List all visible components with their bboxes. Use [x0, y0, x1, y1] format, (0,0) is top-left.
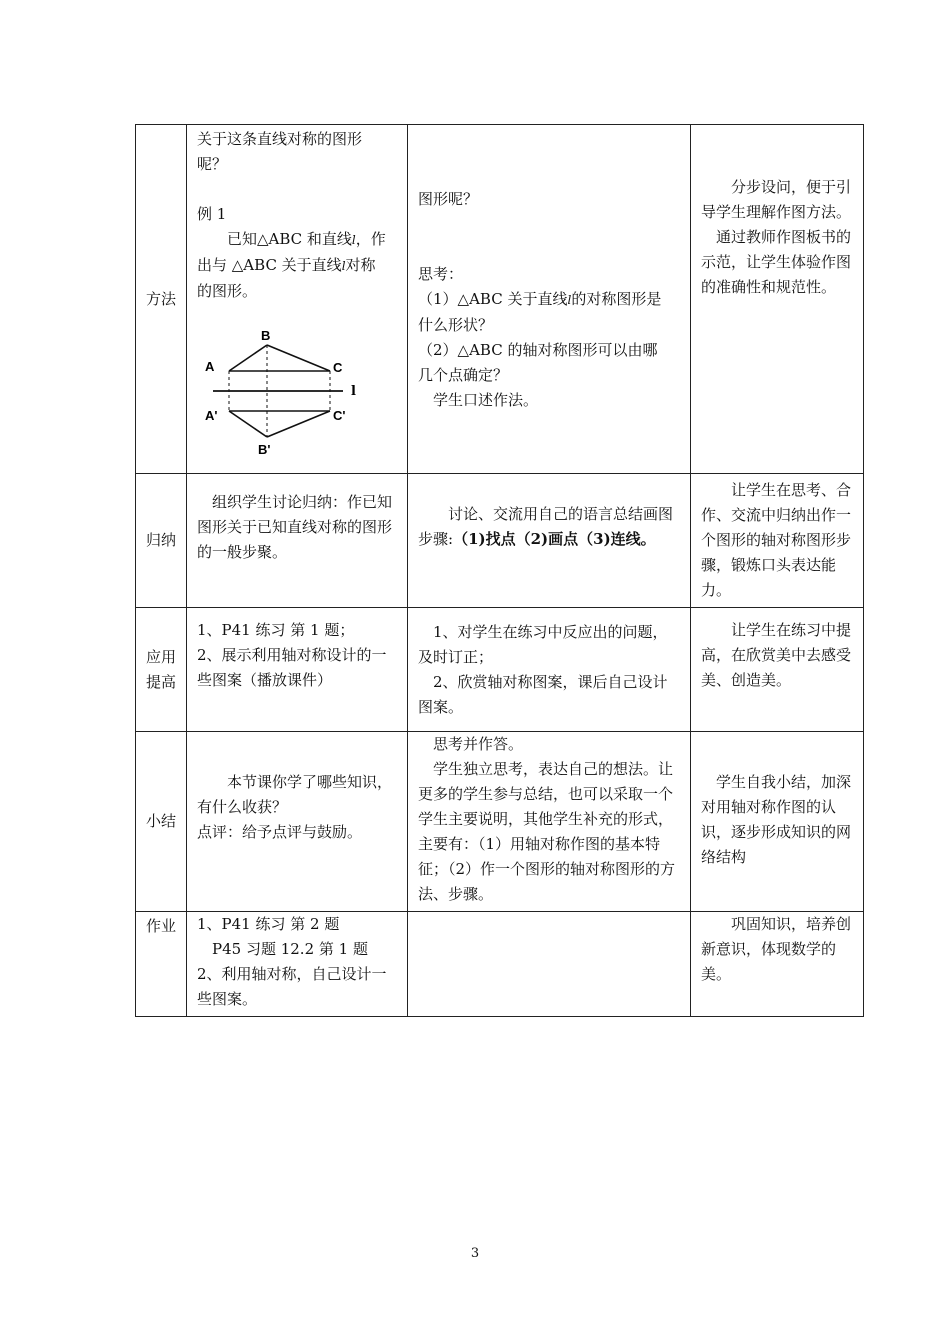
- label-line-l: l: [351, 384, 356, 399]
- steps-emphasis: （1)找点（2)画点（3)连线。: [453, 530, 656, 548]
- paragraph: 本节课你学了哪些知识，有什么收获？: [197, 773, 393, 816]
- segment-ab: [229, 345, 267, 371]
- row-label: 方法: [136, 125, 187, 474]
- label-b-prime: B': [258, 442, 271, 457]
- table-row: [136, 474, 864, 608]
- label-c-prime: C': [333, 408, 346, 423]
- text-line: 已知△ABC 和直线l，作: [227, 230, 386, 248]
- row-label: 归纳: [136, 474, 187, 608]
- text-line: 思考：: [418, 265, 464, 283]
- table-row: [136, 125, 864, 474]
- paragraph: 学生独立思考，表达自己的想法。让更多的学生参与总结，也可以采取一个学生主要说明，其他学生补充的形式，主要有：（1）用轴对称作图的基本特征；（2）作一个图形的轴对称图形的方法、步骤。: [418, 760, 676, 903]
- paragraph: 点评：给予点评与鼓励。: [197, 823, 363, 841]
- paragraph: 巩固知识，培养创新意识，体现数学的美。: [701, 915, 852, 983]
- teacher-activity-cell: [187, 474, 408, 608]
- line-symbol: l: [351, 233, 356, 247]
- row-label: 小结: [136, 732, 187, 912]
- paragraph: P45 习题 12.2 第 1 题: [212, 940, 368, 958]
- paragraph: 2、展示利用轴对称设计的一些图案（播放课件）: [197, 646, 387, 689]
- label-b: B: [261, 328, 271, 343]
- table-row: [136, 912, 864, 1017]
- segment-bc: [267, 345, 330, 371]
- design-intent-cell: [691, 474, 864, 608]
- text-line: （2）△ABC 的轴对称图形可以由哪: [418, 341, 658, 359]
- text-line: 几个点确定？: [418, 366, 509, 384]
- paragraph: 让学生在思考、合作、交流中归纳出作一个图形的轴对称图形步骤，锻炼口头表达能力。: [701, 481, 852, 599]
- paragraph: 2、欣赏轴对称图案，课后自己设计图案。: [418, 673, 668, 716]
- example-title: 例 1: [197, 205, 227, 223]
- paragraph: 讨论、交流用自己的语言总结画图步骤:（1)找点（2)画点（3)连线。: [418, 505, 674, 548]
- paragraph: 组织学生讨论归纳：作已知图形关于已知直线对称的图形的一般步聚。: [197, 493, 393, 561]
- row-label: 应用 提高: [136, 608, 187, 732]
- table-row: [136, 608, 864, 732]
- label-a-prime: A': [205, 408, 218, 423]
- row-label: 作业: [136, 912, 187, 1017]
- text-line: 关于这条直线对称的图形: [197, 130, 363, 148]
- text-line: （1）△ABC 关于直线l的对称图形是: [418, 290, 662, 308]
- paragraph: 1、对学生在练习中反应出的问题，及时订正；: [418, 623, 668, 666]
- paragraph: 1、P41 练习 第 2 题: [197, 915, 340, 933]
- lesson-plan-table: [135, 124, 864, 1017]
- paragraph: 分步设问，便于引导学生理解作图方法。: [701, 178, 852, 221]
- text-line: 图形呢？: [418, 190, 479, 208]
- teacher-activity-cell: [187, 732, 408, 912]
- label-c: C: [333, 360, 343, 375]
- paragraph: 通过教师作图板书的示范，让学生体验作图的准确性和规范性。: [701, 228, 852, 296]
- text-line: 呢？: [197, 155, 228, 173]
- text-line: 出与 △ABC 关于直线l对称: [197, 256, 376, 274]
- segment-b2c2: [267, 411, 330, 437]
- student-activity-cell: [408, 474, 691, 608]
- teacher-activity-cell: [187, 912, 408, 1017]
- paragraph: 1、P41 练习 第 1 题；: [197, 621, 355, 639]
- line-symbol: l: [567, 293, 572, 307]
- text-line: 什么形状？: [418, 316, 494, 334]
- label-a: A: [205, 359, 215, 374]
- teacher-activity-cell: [187, 608, 408, 732]
- paragraph: 学生自我小结，加深对用轴对称作图的认识，逐步形成知识的网络结构: [701, 773, 852, 866]
- symmetry-figure: [203, 324, 373, 459]
- paragraph: 让学生在练习中提高，在欣赏美中去感受美、创造美。: [701, 621, 852, 689]
- paragraph: 思考并作答。: [433, 735, 524, 753]
- design-intent-cell: [691, 912, 864, 1017]
- line-symbol: l: [341, 259, 346, 273]
- student-activity-cell: [408, 125, 691, 474]
- design-intent-cell: [691, 732, 864, 912]
- paragraph: 2、利用轴对称，自己设计一些图案。: [197, 965, 387, 1008]
- table-row: [136, 732, 864, 912]
- text-line: 的图形。: [197, 282, 258, 300]
- design-intent-cell: [691, 125, 864, 474]
- text-line: 学生口述作法。: [433, 391, 539, 409]
- page-number: 3: [470, 1246, 480, 1261]
- student-activity-cell: [408, 732, 691, 912]
- segment-a2b2: [229, 411, 267, 437]
- student-activity-cell: [408, 912, 691, 1017]
- teacher-activity-cell: [187, 125, 408, 474]
- design-intent-cell: [691, 608, 864, 732]
- student-activity-cell: [408, 608, 691, 732]
